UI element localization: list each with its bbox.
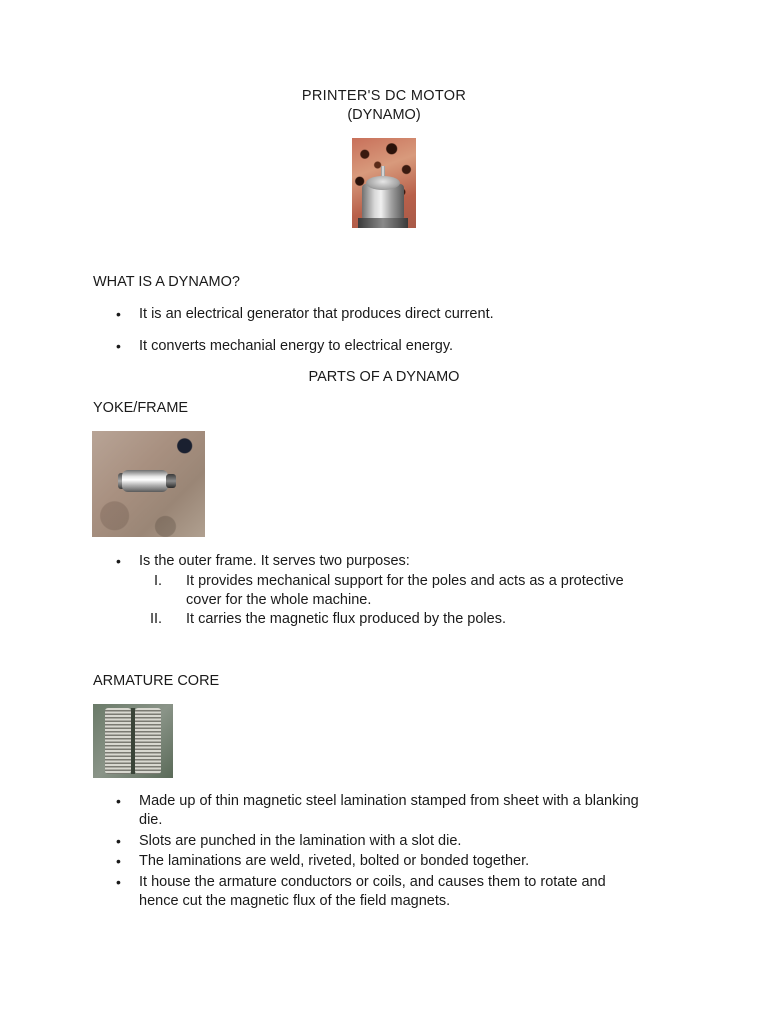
- bullet-glyph: •: [116, 874, 121, 890]
- list-item-energy-conversion: It converts mechanial energy to electrical energy.: [139, 338, 454, 354]
- bullet-glyph: •: [116, 553, 121, 569]
- list-item-definition: It is an electrical generator that produces direct current.: [139, 306, 494, 322]
- yoke-item-text: It carries the magnetic flux produced by the poles.: [186, 611, 506, 627]
- parts-heading: PARTS OF A DYNAMO: [308, 369, 460, 385]
- bullet-glyph: •: [116, 833, 121, 849]
- dynamo-photo: [352, 138, 416, 228]
- armature-item-text: hence cut the magnetic flux of the field magnets.: [139, 893, 451, 909]
- yoke-item-text: cover for the whole machine.: [186, 592, 372, 608]
- yoke-cylinder: [122, 470, 168, 492]
- document-title: PRINTER'S DC MOTOR: [301, 88, 467, 104]
- yoke-bullet: Is the outer frame. It serves two purposes:: [139, 553, 410, 569]
- bullet-glyph: •: [116, 793, 121, 809]
- motor-base: [358, 218, 408, 228]
- yoke-item-text: It provides mechanical support for the poles and acts as a protective: [186, 573, 624, 589]
- motor-top: [366, 176, 400, 190]
- armature-item-text: Made up of thin magnetic steel lamination stamped from sheet with a blanking: [139, 793, 639, 809]
- roman-numeral: II.: [150, 611, 163, 627]
- bullet-glyph: •: [116, 306, 121, 322]
- lamination-stack: [135, 708, 161, 774]
- yoke-photo: [92, 431, 205, 537]
- bullet-glyph: •: [116, 338, 121, 354]
- armature-item-text: Slots are punched in the lamination with a slot die.: [139, 833, 462, 849]
- roman-numeral: I.: [154, 573, 163, 589]
- armature-item-text: It house the armature conductors or coils, and causes them to rotate and: [139, 874, 606, 890]
- armature-photo: [93, 704, 173, 778]
- armature-item-text: die.: [139, 812, 163, 828]
- document-subtitle: (DYNAMO): [347, 107, 421, 123]
- bullet-glyph: •: [116, 853, 121, 869]
- lamination-stack: [105, 708, 131, 774]
- yoke-heading: YOKE/FRAME: [93, 400, 189, 416]
- yoke-cylinder-end-right: [166, 474, 176, 488]
- section-heading-what-is-dynamo: WHAT IS A DYNAMO?: [93, 274, 240, 290]
- armature-item-text: The laminations are weld, riveted, bolted or bonded together.: [139, 853, 530, 869]
- armature-heading: ARMATURE CORE: [93, 673, 220, 689]
